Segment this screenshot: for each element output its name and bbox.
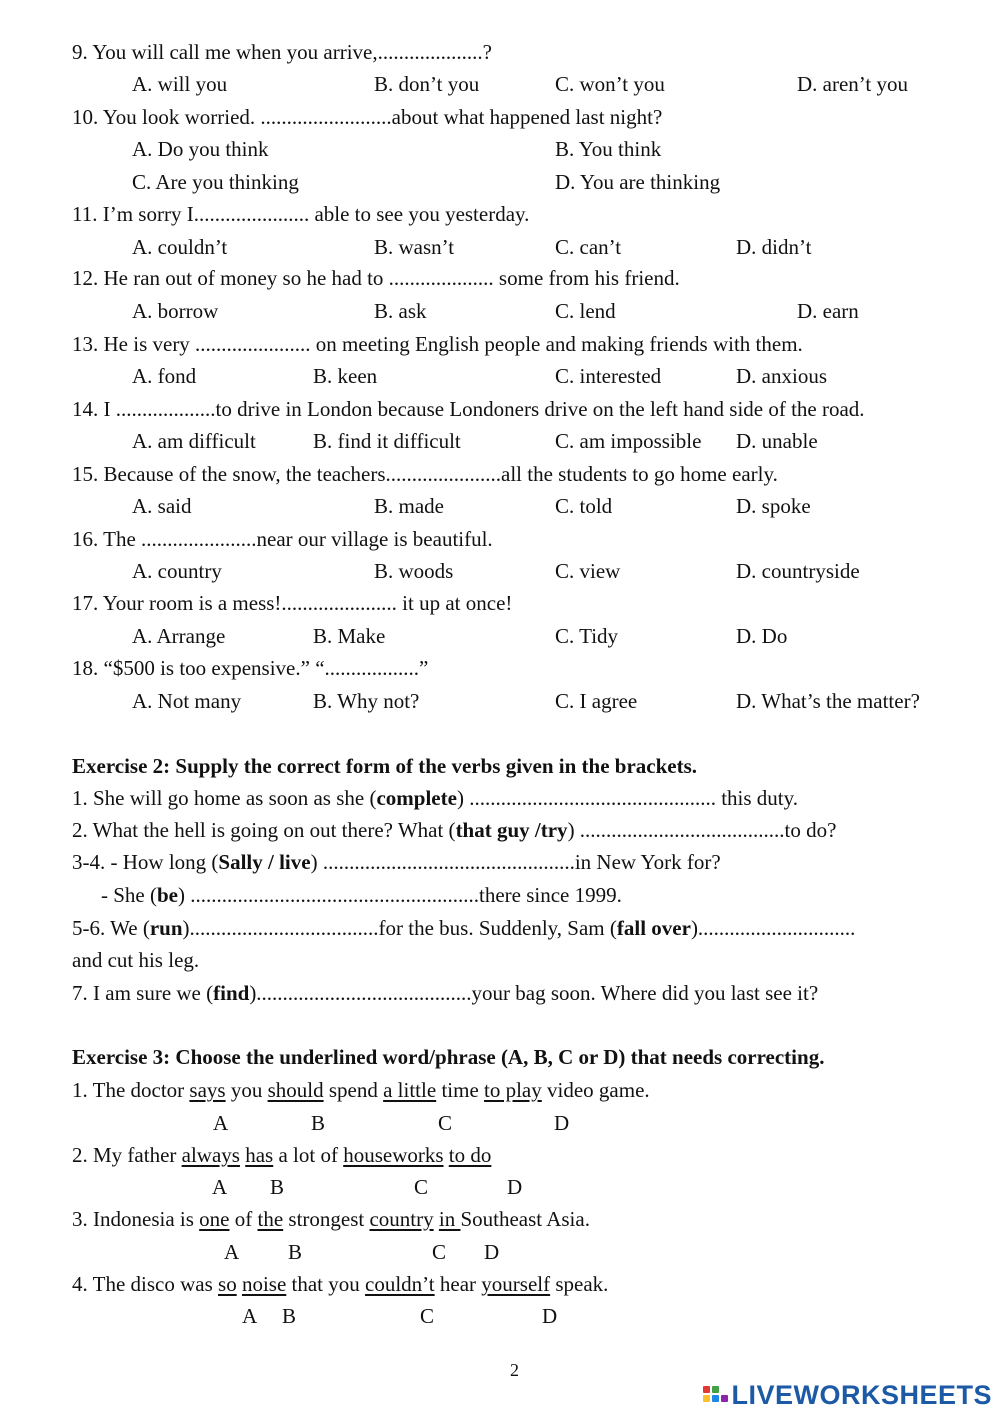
option-c[interactable]: C. interested xyxy=(555,364,662,388)
verb-hint: that guy /try xyxy=(455,818,568,842)
option-d[interactable]: D. What’s the matter? xyxy=(736,689,920,713)
option-c[interactable]: C. told xyxy=(555,494,613,518)
question-14: 14. I ...................to drive in London because Londoners drive on the left hand side of the road. xyxy=(72,397,865,421)
letter-d: D xyxy=(507,1175,523,1199)
letter-b: B xyxy=(311,1111,326,1135)
underlined-b[interactable]: noise xyxy=(241,1272,287,1296)
underlined-a[interactable]: so xyxy=(218,1272,237,1296)
letter-b: B xyxy=(288,1240,303,1264)
option-d[interactable]: D. countryside xyxy=(736,559,860,583)
option-d[interactable]: D. Do xyxy=(736,624,788,648)
letter-c: C xyxy=(414,1175,429,1199)
underlined-c[interactable]: houseworks xyxy=(343,1143,444,1167)
verb-hint: complete xyxy=(376,786,457,810)
letter-a: A xyxy=(212,1175,228,1199)
letter-a: A xyxy=(224,1240,240,1264)
underlined-c[interactable]: couldn’t xyxy=(365,1272,435,1296)
letter-b: B xyxy=(282,1304,297,1328)
letter-a: A xyxy=(242,1304,258,1328)
option-b[interactable]: B. made xyxy=(374,494,444,518)
option-b[interactable]: B. don’t you xyxy=(374,72,480,96)
liveworksheets-logo xyxy=(703,1382,992,1409)
option-a[interactable]: A. Arrange xyxy=(132,624,226,648)
verb-hint: Sally / live xyxy=(218,850,311,874)
option-b[interactable]: B. wasn’t xyxy=(374,235,455,259)
ex2-line-3: 3-4. - How long (Sally / live) ................................................in New York for? xyxy=(72,850,721,874)
verb-hint: fall over xyxy=(616,916,691,940)
underlined-d[interactable]: in xyxy=(438,1207,461,1231)
letter-d: D xyxy=(542,1304,558,1328)
option-b[interactable]: B. Why not? xyxy=(313,689,420,713)
ex2-line-7: 7. I am sure we (find).........................................your bag soon. Where did you last see it? xyxy=(72,981,819,1005)
option-b[interactable]: B. keen xyxy=(313,364,378,388)
option-a[interactable]: A. will you xyxy=(132,72,228,96)
answer-blank[interactable]: ).............................. xyxy=(690,916,856,940)
option-a[interactable]: A. fond xyxy=(132,364,197,388)
option-b[interactable]: B. You think xyxy=(555,137,662,161)
option-d[interactable]: D. You are thinking xyxy=(555,170,721,194)
underlined-d[interactable]: to do xyxy=(448,1143,492,1167)
answer-blank[interactable]: ).........................................your bag soon. Where did you last see it? xyxy=(249,981,819,1005)
letter-c: C xyxy=(438,1111,453,1135)
question-17: 17. Your room is a mess!...................... it up at once! xyxy=(72,591,513,615)
underlined-a[interactable]: always xyxy=(181,1143,240,1167)
ex2-line-5-continued: and cut his leg. xyxy=(72,948,200,972)
letter-d: D xyxy=(484,1240,500,1264)
question-18: 18. “$500 is too expensive.” “..................” xyxy=(72,656,429,680)
ex2-line-2: 2. What the hell is going on out there? What (that guy /try) .......................................to do? xyxy=(72,818,837,842)
option-d[interactable]: D. spoke xyxy=(736,494,811,518)
underlined-c[interactable]: a little xyxy=(383,1078,437,1102)
liveworksheets-icon xyxy=(703,1384,729,1408)
option-d[interactable]: D. anxious xyxy=(736,364,827,388)
letter-a: A xyxy=(213,1111,229,1135)
question-12: 12. He ran out of money so he had to .................... some from his friend. xyxy=(72,266,680,290)
verb-hint: run xyxy=(149,916,183,940)
verb-hint: find xyxy=(213,981,250,1005)
exercise-3-title: Exercise 3: Choose the underlined word/phrase (A, B, C or D) that needs correcting. xyxy=(72,1045,825,1069)
option-d[interactable]: D. unable xyxy=(736,429,818,453)
option-b[interactable]: B. Make xyxy=(313,624,386,648)
option-d[interactable]: D. earn xyxy=(797,299,859,323)
answer-blank[interactable]: ) .......................................................there since 1999. xyxy=(178,883,622,907)
option-b[interactable]: B. woods xyxy=(374,559,454,583)
ex3-sentence-4: 4. The disco was so noise that you couldn’t hear yourself speak. xyxy=(72,1272,609,1296)
underlined-d[interactable]: yourself xyxy=(481,1272,551,1296)
verb-hint: be xyxy=(157,883,178,907)
ex3-sentence-2: 2. My father always has a lot of houseworks to do xyxy=(72,1143,492,1167)
option-c[interactable]: C. Tidy xyxy=(555,624,619,648)
page-number: 2 xyxy=(510,1360,519,1380)
option-d[interactable]: D. didn’t xyxy=(736,235,812,259)
letter-c: C xyxy=(432,1240,447,1264)
ex2-line-5: 5-6. We (run)....................................for the bus. Suddenly, Sam (fall over).............................. xyxy=(72,916,856,940)
option-a[interactable]: A. country xyxy=(132,559,222,583)
option-c[interactable]: C. won’t you xyxy=(555,72,665,96)
option-a[interactable]: A. Do you think xyxy=(132,137,269,161)
exercise-2-title: Exercise 2: Supply the correct form of the verbs given in the brackets. xyxy=(72,754,698,778)
option-a[interactable]: A. couldn’t xyxy=(132,235,228,259)
question-15: 15. Because of the snow, the teachers......................all the students to go home early. xyxy=(72,462,778,486)
question-11: 11. I’m sorry I...................... able to see you yesterday. xyxy=(72,202,530,226)
answer-blank[interactable]: ) .......................................to do? xyxy=(567,818,837,842)
answer-blank[interactable]: )....................................for the bus. Suddenly, Sam ( xyxy=(182,916,617,940)
underlined-a[interactable]: says xyxy=(189,1078,226,1102)
option-d[interactable]: D. aren’t you xyxy=(797,72,908,96)
answer-blank[interactable]: ) ............................................... this duty. xyxy=(456,786,799,810)
option-c[interactable]: C. can’t xyxy=(555,235,622,259)
option-c[interactable]: C. Are you thinking xyxy=(132,170,299,194)
ex2-line-1: 1. She will go home as soon as she (complete) ............................................... this duty. xyxy=(72,786,799,810)
option-b[interactable]: B. find it difficult xyxy=(313,429,461,453)
letter-b: B xyxy=(270,1175,285,1199)
logo-text: LIVEWORKSHEETS xyxy=(731,1380,992,1410)
underlined-b[interactable]: should xyxy=(267,1078,324,1102)
option-a[interactable]: A. borrow xyxy=(132,299,219,323)
underlined-c[interactable]: country xyxy=(369,1207,434,1231)
ex3-sentence-3: 3. Indonesia is one of the strongest country in Southeast Asia. xyxy=(72,1207,590,1231)
option-c[interactable]: C. I agree xyxy=(555,689,638,713)
question-16: 16. The ......................near our village is beautiful. xyxy=(72,527,493,551)
option-a[interactable]: A. am difficult xyxy=(132,429,256,453)
ex3-sentence-1: 1. The doctor says you should spend a little time to play video game. xyxy=(72,1078,650,1102)
underlined-a[interactable]: one xyxy=(199,1207,230,1231)
underlined-b[interactable]: the xyxy=(257,1207,284,1231)
option-c[interactable]: C. lend xyxy=(555,299,616,323)
option-a[interactable]: A. Not many xyxy=(132,689,242,713)
option-b[interactable]: B. ask xyxy=(374,299,427,323)
option-a[interactable]: A. said xyxy=(132,494,192,518)
question-9: 9. You will call me when you arrive,....................? xyxy=(72,40,492,64)
question-13: 13. He is very ...................... on meeting English people and making friends with them. xyxy=(72,332,803,356)
underlined-b[interactable]: has xyxy=(245,1143,274,1167)
letter-d: D xyxy=(554,1111,570,1135)
ex2-line-4: - She (be) .......................................................there since 1999. xyxy=(101,883,622,907)
answer-blank[interactable]: ) ................................................in New York for? xyxy=(310,850,721,874)
question-10: 10. You look worried. .........................about what happened last night? xyxy=(72,105,663,129)
option-c[interactable]: C. am impossible xyxy=(555,429,702,453)
option-c[interactable]: C. view xyxy=(555,559,621,583)
underlined-d[interactable]: to play xyxy=(484,1078,542,1102)
letter-c: C xyxy=(420,1304,435,1328)
